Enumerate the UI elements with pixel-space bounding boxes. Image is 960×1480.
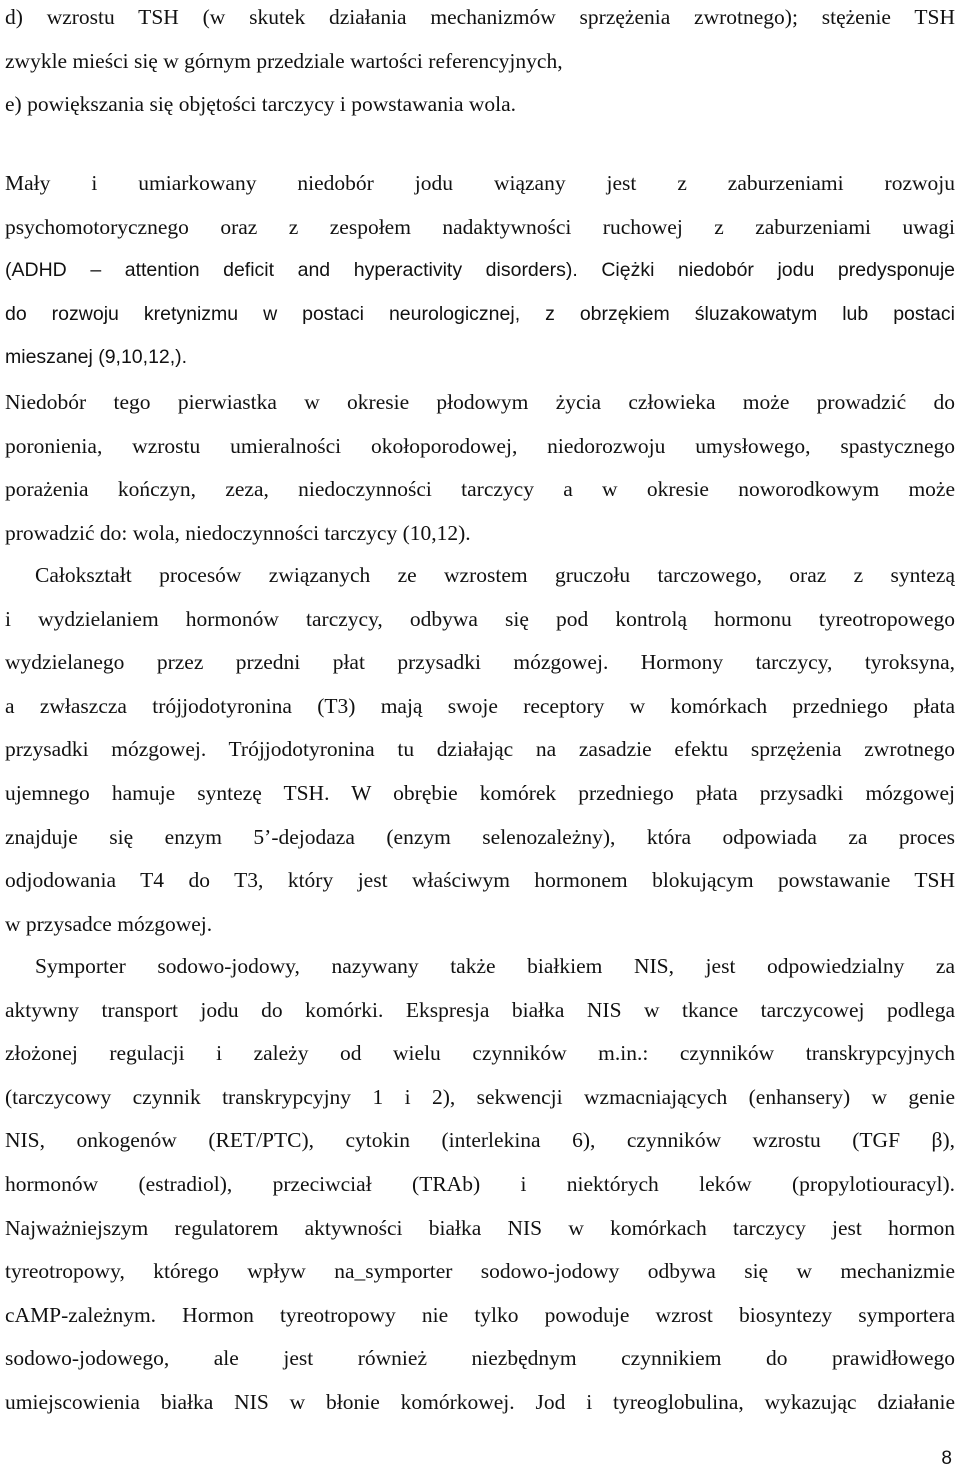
text-line: (ADHD – attention deficit and hyperactivity disorders). Ciężki niedobór jodu predysponuje	[5, 259, 955, 282]
list-item-e: e) powiększania się objętości tarczycy i powstawania wola.	[5, 92, 517, 117]
text-line: cAMP-zależnym. Hormon tyreotropowy nie tylko powoduje wzrost biosyntezy symportera	[5, 1302, 955, 1327]
text-line: przysadki mózgowej. Trójjodotyronina tu działając na zasadzie efektu sprzężenia zwrotnego	[5, 737, 955, 762]
paragraph-tsh-regulation	[5, 554, 955, 946]
text-line: i wydzielaniem hormonów tarczycy, odbywa się pod kontrolą hormonu tyreotropowego	[5, 606, 955, 631]
text-line: Symporter sodowo-jodowy, nazywany także białkiem NIS, jest odpowiedzialny za	[35, 954, 955, 978]
text-line: Najważniejszym regulatorem aktywności białka NIS w komórkach tarczycy jest hormon	[5, 1215, 955, 1240]
text-line: Całokształt procesów związanych ze wzrostem gruczołu tarczowego, oraz z syntezą	[35, 563, 955, 587]
text-line: (tarczycowy czynnik transkrypcyjny 1 i 2), sekwencji wzmacniających (enhansery) w genie	[5, 1084, 955, 1109]
list-item-d-continued: zwykle mieści się w górnym przedziale wartości referencyjnych,	[5, 48, 563, 73]
text-line: prowadzić do: wola, niedoczynności tarczycy (10,12).	[5, 520, 471, 545]
text-line: Mały i umiarkowany niedobór jodu wiązany jest z zaburzeniami rozwoju	[5, 171, 955, 195]
text-line: hormonów (estradiol), przeciwciał (TRAb) i niektórych leków (propylotiouracyl).	[5, 1171, 955, 1196]
list-continuation	[5, 0, 955, 127]
text-line: Niedobór tego pierwiastka w okresie płodowym życia człowieka może prowadzić do	[5, 390, 955, 414]
text-line: a zwłaszcza trójjodotyronina (T3) mają swoje receptory w komórkach przedniego płata	[5, 693, 955, 718]
text-line: umiejscowienia białka NIS w błonie komórkowej. Jod i tyreoglobulina, wykazując działanie	[5, 1389, 955, 1414]
text-line: sodowo-jodowego, ale jest również niezbędnym czynnikiem do prawidłowego	[5, 1346, 955, 1371]
text-line: odjodowania T4 do T3, który jest właściwym hormonem blokującym powstawanie TSH	[5, 868, 955, 893]
text-line: NIS, onkogenów (RET/PTC), cytokin (interlekina 6), czynników wzrostu (TGF β),	[5, 1128, 955, 1153]
text-line: wydzielanego przez przedni płat przysadki mózgowej. Hormony tarczycy, tyroksyna,	[5, 650, 955, 675]
text-line: znajduje się enzym 5’-dejodaza (enzym selenozależny), która odpowiada za proces	[5, 824, 955, 849]
paragraph-iodine-deficiency	[5, 162, 955, 380]
text-line: w przysadce mózgowej.	[5, 911, 213, 936]
text-line: porażenia kończyn, zeza, niedoczynności tarczycy a w okresie noworodkowym może	[5, 477, 955, 502]
text-line: złożonej regulacji i zależy od wielu czynników m.in.: czynników transkrypcyjnych	[5, 1041, 955, 1066]
text-line: poronienia, wzrostu umieralności okołoporodowej, niedorozwoju umysłowego, spastycznego	[5, 433, 955, 458]
text-line: do rozwoju kretynizmu w postaci neurologicznej, z obrzękiem śluzakowatym lub postaci	[5, 302, 955, 325]
text-line: ujemnego hamuje syntezę TSH. W obrębie komórek przedniego płata przysadki mózgowej	[5, 780, 955, 805]
paragraph-nis-symporter	[5, 945, 955, 1425]
text-line: tyreotropowy, którego wpływ na_symporter sodowo-jodowy odbywa się w mechanizmie	[5, 1259, 955, 1284]
list-item-d: d) wzrostu TSH (w skutek działania mechanizmów sprzężenia zwrotnego); stężenie TSH	[5, 5, 955, 29]
text-line: aktywny transport jodu do komórki. Ekspresja białka NIS w tkance tarczycowej podlega	[5, 997, 955, 1022]
paragraph-fetal-deficiency	[5, 381, 955, 555]
page-number: 8	[941, 1448, 952, 1469]
text-line: mieszanej (9,10,12,).	[5, 346, 188, 369]
text-line: psychomotorycznego oraz z zespołem nadaktywności ruchowej z zaburzeniami uwagi	[5, 214, 955, 239]
